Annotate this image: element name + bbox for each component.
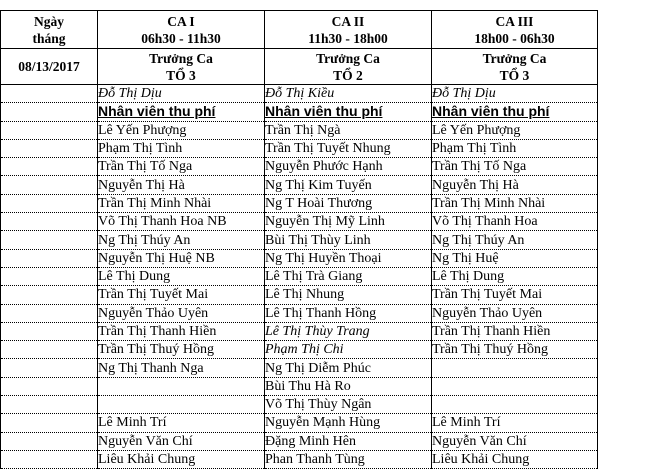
table-row bbox=[1, 414, 598, 432]
leader-1-team: TỔ 3 bbox=[166, 67, 196, 83]
staff-name-shift-3: Võ Thị Thanh Hoa bbox=[432, 213, 598, 231]
blank-cell bbox=[1, 121, 98, 139]
leader-3-title: Trưởng Ca bbox=[482, 50, 547, 66]
table-row bbox=[1, 176, 598, 194]
staff-name-shift-2: Đặng Minh Hên bbox=[265, 432, 432, 450]
shift-3-time: 18h00 - 06h30 bbox=[474, 30, 555, 46]
shift-header-1 bbox=[98, 11, 265, 49]
table-row bbox=[1, 304, 598, 322]
blank-cell bbox=[1, 158, 98, 176]
leader-shift-2 bbox=[265, 49, 432, 85]
table-row bbox=[1, 286, 598, 304]
staff-name-shift-3: Trần Thị Thanh Hiền bbox=[432, 322, 598, 340]
staff-name-shift-3 bbox=[432, 396, 598, 414]
blank-cell bbox=[1, 286, 98, 304]
shift-head-3: Đỗ Thị Dịu bbox=[432, 85, 598, 103]
staff-name-shift-3 bbox=[432, 359, 598, 377]
blank-cell bbox=[1, 85, 98, 103]
staff-name-shift-2: Trần Thị Tuyết Nhung bbox=[265, 139, 432, 157]
staff-name-shift-2: Phạm Thị Chi bbox=[265, 341, 432, 359]
blank-cell bbox=[1, 194, 98, 212]
blank-cell bbox=[1, 396, 98, 414]
leader-row bbox=[1, 49, 598, 85]
header-row bbox=[1, 11, 598, 49]
staff-name-shift-2: Lê Thị Nhung bbox=[265, 286, 432, 304]
staff-label-1: Nhân viên thu phí bbox=[98, 103, 265, 121]
staff-name-shift-1: Võ Thị Thanh Hoa NB bbox=[98, 213, 265, 231]
table-row bbox=[1, 322, 598, 340]
table-row bbox=[1, 267, 598, 285]
table-row bbox=[1, 359, 598, 377]
table-row bbox=[1, 194, 598, 212]
staff-name-shift-1: Ng Thị Thanh Nga bbox=[98, 359, 265, 377]
leader-2-team: TỔ 2 bbox=[333, 67, 363, 83]
staff-name-shift-1: Trần Thị Tuyết Mai bbox=[98, 286, 265, 304]
table-row bbox=[1, 432, 598, 450]
staff-name-shift-1: Trần Thị Thuý Hồng bbox=[98, 341, 265, 359]
staff-name-shift-2: Nguyễn Thị Mỹ Linh bbox=[265, 213, 432, 231]
table-row bbox=[1, 139, 598, 157]
blank-cell bbox=[1, 359, 98, 377]
staff-name-shift-3: Nguyễn Thảo Uyên bbox=[432, 304, 598, 322]
staff-name-shift-1 bbox=[98, 396, 265, 414]
leader-1-title: Trưởng Ca bbox=[149, 50, 213, 66]
staff-name-shift-2: Lê Thị Thanh Hồng bbox=[265, 304, 432, 322]
leader-3-team: TỔ 3 bbox=[499, 67, 530, 83]
staff-name-shift-3: Lê Yến Phượng bbox=[432, 121, 598, 139]
shift-head-1: Đỗ Thị Dịu bbox=[98, 85, 265, 103]
table-row bbox=[1, 249, 598, 267]
staff-name-shift-1: Nguyễn Thảo Uyên bbox=[98, 304, 265, 322]
shift-header-2 bbox=[265, 11, 432, 49]
staff-name-shift-1: Phạm Thị Tình bbox=[98, 139, 265, 157]
blank-cell bbox=[1, 267, 98, 285]
staff-name-shift-2: Ng T Hoài Thương bbox=[265, 194, 432, 212]
schedule-date: 08/13/2017 bbox=[1, 49, 98, 85]
staff-name-shift-3: Lê Minh Trí bbox=[432, 414, 598, 432]
staff-name-shift-3: Ng Thị Thúy An bbox=[432, 231, 598, 249]
staff-name-shift-1: Nguyễn Văn Chí bbox=[98, 432, 265, 450]
blank-cell bbox=[1, 377, 98, 395]
blank-cell bbox=[1, 249, 98, 267]
staff-name-shift-1: Ng Thị Thúy An bbox=[98, 231, 265, 249]
shift-2-time: 11h30 - 18h00 bbox=[308, 30, 388, 46]
blank-cell bbox=[1, 176, 98, 194]
staff-name-shift-2: Phan Thanh Tùng bbox=[265, 450, 432, 468]
staff-name-shift-1: Trần Thị Tố Nga bbox=[98, 158, 265, 176]
leader-shift-1 bbox=[98, 49, 265, 85]
staff-name-shift-2: Bùi Thị Thùy Linh bbox=[265, 231, 432, 249]
table-row bbox=[1, 377, 598, 395]
staff-name-shift-1: Trần Thị Minh Nhài bbox=[98, 194, 265, 212]
leader-shift-3 bbox=[432, 49, 598, 85]
date-header-line2: tháng bbox=[32, 30, 66, 46]
staff-name-shift-3: Nguyễn Văn Chí bbox=[432, 432, 598, 450]
staff-name-shift-2: Nguyễn Mạnh Hùng bbox=[265, 414, 432, 432]
staff-name-shift-2: Ng Thị Huyền Thoại bbox=[265, 249, 432, 267]
staff-name-shift-3: Nguyễn Thị Hà bbox=[432, 176, 598, 194]
staff-name-shift-1: Trần Thị Thanh Hiền bbox=[98, 322, 265, 340]
table-row bbox=[1, 158, 598, 176]
shift-header-3 bbox=[432, 11, 598, 49]
staff-name-shift-2: Võ Thị Thùy Ngân bbox=[265, 396, 432, 414]
table-row bbox=[1, 341, 598, 359]
staff-name-shift-3: Trần Thị Tố Nga bbox=[432, 158, 598, 176]
staff-name-shift-1: Lê Yến Phượng bbox=[98, 121, 265, 139]
blank-cell bbox=[1, 213, 98, 231]
shift-head-2: Đỗ Thị Kiều bbox=[265, 85, 432, 103]
blank-cell bbox=[1, 139, 98, 157]
staff-name-shift-2: Bùi Thu Hà Ro bbox=[265, 377, 432, 395]
blank-cell bbox=[1, 414, 98, 432]
shift-1-name: CA I bbox=[167, 13, 195, 29]
shift-3-name: CA III bbox=[495, 13, 534, 29]
blank-cell bbox=[1, 322, 98, 340]
shift-2-name: CA II bbox=[331, 13, 365, 29]
staff-name-shift-3: Lê Thị Dung bbox=[432, 267, 598, 285]
staff-label-3: Nhân viên thu phí bbox=[432, 103, 598, 121]
table-row bbox=[1, 213, 598, 231]
staff-name-shift-1: Nguyễn Thị Huệ NB bbox=[98, 249, 265, 267]
staff-label-row bbox=[1, 103, 598, 121]
shift-1-time: 06h30 - 11h30 bbox=[141, 30, 221, 46]
staff-name-shift-1: Lê Thị Dung bbox=[98, 267, 265, 285]
staff-name-shift-2: Trần Thị Ngà bbox=[265, 121, 432, 139]
staff-name-shift-1: Lê Minh Trí bbox=[98, 414, 265, 432]
staff-name-shift-1 bbox=[98, 377, 265, 395]
staff-name-shift-1: Nguyễn Thị Hà bbox=[98, 176, 265, 194]
staff-name-shift-3: Trần Thị Minh Nhài bbox=[432, 194, 598, 212]
blank-cell bbox=[1, 304, 98, 322]
staff-name-shift-2: Nguyễn Phước Hạnh bbox=[265, 158, 432, 176]
staff-name-shift-3: Ng Thị Huệ bbox=[432, 249, 598, 267]
table-row bbox=[1, 450, 598, 468]
blank-cell bbox=[1, 341, 98, 359]
blank-cell bbox=[1, 432, 98, 450]
table-row bbox=[1, 231, 598, 249]
staff-name-shift-3: Trần Thị Tuyết Mai bbox=[432, 286, 598, 304]
staff-name-shift-2: Ng Thị Diễm Phúc bbox=[265, 359, 432, 377]
staff-name-shift-2: Lê Thị Trà Giang bbox=[265, 267, 432, 285]
table-row bbox=[1, 396, 598, 414]
blank-cell bbox=[1, 103, 98, 121]
staff-name-shift-3: Liêu Khải Chung bbox=[432, 450, 598, 468]
staff-label-2: Nhân viên thu phí bbox=[265, 103, 432, 121]
staff-name-shift-3: Phạm Thị Tình bbox=[432, 139, 598, 157]
blank-cell bbox=[1, 450, 98, 468]
staff-name-shift-2: Lê Thị Thùy Trang bbox=[265, 322, 432, 340]
staff-name-shift-2: Ng Thị Kim Tuyến bbox=[265, 176, 432, 194]
table-row bbox=[1, 121, 598, 139]
shift-schedule-table bbox=[0, 10, 598, 469]
date-column-header bbox=[1, 11, 98, 49]
date-header-line1: Ngày bbox=[34, 13, 64, 29]
shift-head-row bbox=[1, 85, 598, 103]
blank-cell bbox=[1, 231, 98, 249]
staff-name-shift-3 bbox=[432, 377, 598, 395]
staff-name-shift-3: Trần Thị Thuý Hồng bbox=[432, 341, 598, 359]
leader-2-title: Trưởng Ca bbox=[316, 50, 380, 66]
staff-name-shift-1: Liêu Khải Chung bbox=[98, 450, 265, 468]
